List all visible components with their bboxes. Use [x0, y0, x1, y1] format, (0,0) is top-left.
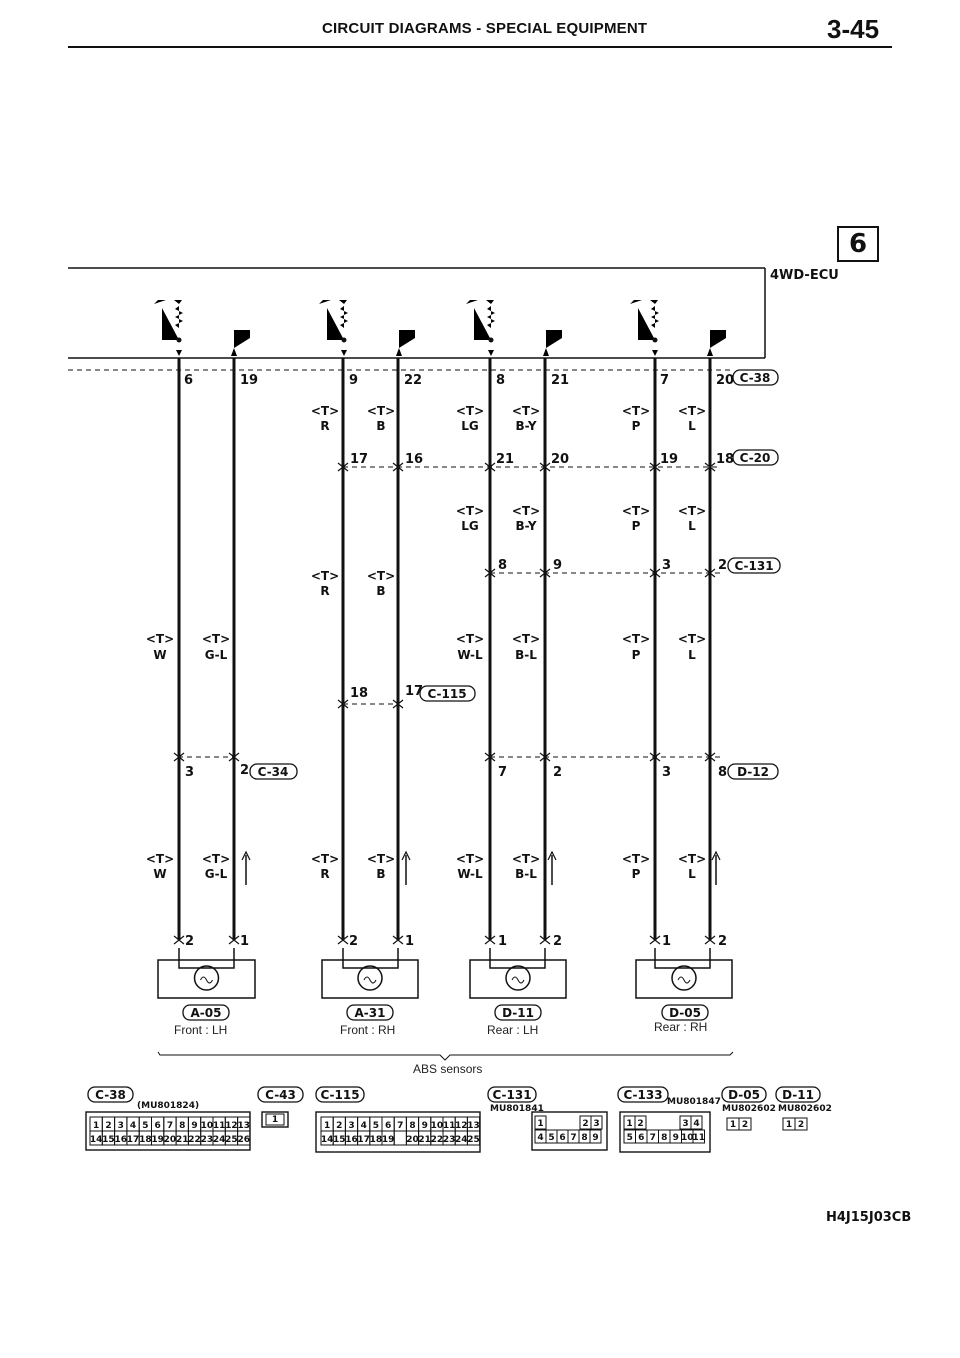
c20-pin-3: 21 [496, 452, 515, 467]
grid-label: 24 [455, 1135, 468, 1145]
grid-label: 19 [151, 1135, 164, 1145]
grid-cell [394, 1131, 406, 1145]
part-number-c131: MU801841 [490, 1104, 544, 1114]
ecu-trace [630, 300, 658, 304]
sensor-label-rear-lh: Rear : LH [487, 1023, 539, 1037]
color-r1-1: R [320, 419, 330, 433]
grid-label: 4 [129, 1121, 137, 1131]
tag-r2-4: <T> [677, 504, 707, 518]
tag-r5-2: <T> [201, 852, 231, 866]
ecu-pin-3: 9 [349, 373, 359, 388]
grid-label: 15 [333, 1135, 346, 1145]
pill-c115: C-115 [427, 687, 467, 701]
grid-label: 26 [237, 1135, 251, 1145]
color-r1-6: L [688, 419, 696, 433]
tag-r4-2: <T> [201, 632, 231, 646]
sensor-label-front-lh: Front : LH [174, 1023, 228, 1037]
grid-label: 7 [649, 1133, 656, 1143]
ecu-trace [327, 308, 344, 340]
sensor-pin-1: 2 [185, 934, 195, 949]
sensor-wave-icon [512, 977, 524, 983]
grid-label: 4 [693, 1119, 700, 1129]
color-r2-4: L [688, 519, 696, 533]
color-r1-2: B [376, 419, 386, 433]
ref-pill-c133 [618, 1087, 668, 1102]
grid-label: 1 [323, 1121, 331, 1131]
ref-pill-c115 [316, 1087, 364, 1102]
c131-pin-4: 2 [718, 558, 728, 573]
sensor-coil-icon [672, 966, 696, 990]
ecu-trace [474, 308, 491, 340]
tag-r4-3: <T> [455, 632, 485, 646]
ground-icon [722, 340, 730, 343]
c131-grid-c [535, 1130, 601, 1143]
grid-label: 24 [212, 1135, 226, 1145]
pill-c34: C-34 [257, 765, 289, 779]
c131-pin-2: 9 [553, 558, 563, 573]
c115-pin-1: 18 [350, 686, 369, 701]
sensor-coil-icon [358, 966, 382, 990]
tag-r2-2: <T> [511, 504, 541, 518]
color-r5-8: L [688, 867, 696, 881]
c131-pin-3: 3 [662, 558, 672, 573]
grid-label: 3 [348, 1121, 355, 1131]
grid-label: 13 [467, 1121, 480, 1131]
grid-label: 23 [442, 1135, 456, 1145]
c115-grid [321, 1117, 480, 1145]
ecu-trace [319, 300, 347, 304]
d12-pin-2: 2 [553, 765, 563, 780]
grid-label: 6 [154, 1121, 161, 1131]
d11-grid [783, 1118, 807, 1130]
grid-label: 19 [381, 1135, 395, 1145]
sensor-pin-2: 1 [240, 934, 250, 949]
node-dot [653, 338, 658, 343]
color-r3-1: R [320, 584, 330, 598]
grid-label: 22 [188, 1135, 201, 1145]
sensor-lead [655, 948, 710, 968]
arrow-up-icon [231, 348, 237, 356]
sensor-label-rear-rh: Rear : RH [654, 1020, 708, 1034]
ecu-trace [234, 330, 250, 348]
grid-label: 2 [582, 1119, 589, 1129]
grid-label: 5 [142, 1121, 149, 1131]
tag-r4-1: <T> [145, 632, 175, 646]
grid-label: 9 [592, 1133, 599, 1143]
grid-label: 21 [175, 1135, 189, 1145]
color-r1-3: LG [461, 419, 479, 433]
color-r4-1: W [153, 648, 167, 662]
c133-grid-b [680, 1116, 702, 1129]
ecu-label: 4WD-ECU [770, 268, 839, 283]
grid-label: 15 [102, 1135, 115, 1145]
grid-label: 20 [163, 1135, 177, 1145]
tag-r5-5: <T> [455, 852, 485, 866]
part-number-d05: MU802602 [722, 1104, 776, 1114]
grid-label: 8 [661, 1133, 668, 1143]
tag-r2-3: <T> [621, 504, 651, 518]
wire-color-labels [146, 404, 706, 881]
color-r4-6: L [688, 648, 696, 662]
grid-label: 7 [397, 1121, 404, 1131]
part-number-c38: (MU801824) [137, 1101, 200, 1111]
ecu-circuit-group-4 [630, 300, 730, 356]
abs-sensor-symbols [158, 948, 732, 998]
color-r4-4: B-L [515, 648, 537, 662]
grid-label: 3 [682, 1119, 689, 1129]
grid-label: 1 [785, 1120, 793, 1130]
tag-r3-1: <T> [310, 569, 340, 583]
d12-pin-4: 8 [718, 765, 728, 780]
sensor-coil-icon [506, 966, 530, 990]
ecu-pin-2: 19 [240, 373, 259, 388]
tag-r1-3: <T> [455, 404, 485, 418]
c133-grid-c [624, 1130, 705, 1143]
grid-label: 13 [237, 1121, 251, 1131]
grid-label: 6 [384, 1121, 392, 1131]
ecu-internal-circuits [154, 300, 730, 356]
c20-pin-5: 19 [660, 452, 679, 467]
c34-pin-2: 2 [240, 763, 250, 778]
grid-label: 4 [537, 1133, 544, 1143]
abs-sensor-1 [158, 948, 255, 998]
abs-sensors-label: ABS sensors [413, 1062, 483, 1076]
sensor-lead [179, 948, 234, 968]
grid-label: 18 [139, 1135, 152, 1145]
ecu-pin-5: 8 [496, 373, 506, 388]
pill-text: C-131 [492, 1088, 532, 1102]
c20-pin-6: 18 [716, 452, 735, 467]
tag-r1-4: <T> [511, 404, 541, 418]
color-r5-6: B-L [515, 867, 537, 881]
ecu-trace [546, 330, 562, 348]
node-dot [489, 338, 494, 343]
color-r5-4: B [376, 867, 386, 881]
pill-text: C-133 [623, 1088, 663, 1102]
sensor-lead [490, 948, 545, 968]
pill-c131: C-131 [734, 559, 774, 573]
grid-label: 9 [672, 1133, 679, 1143]
part-number-c133: MU801847 [667, 1097, 721, 1107]
c20-pin-2: 16 [405, 452, 424, 467]
ecu-pin-4: 22 [404, 373, 423, 388]
c34-pin-1: 3 [185, 765, 195, 780]
ref-pill-d05 [722, 1087, 766, 1102]
c20-pin-4: 20 [551, 452, 570, 467]
grid-label: 6 [638, 1133, 645, 1143]
grid-label: 3 [117, 1121, 124, 1131]
grid-label: 12 [455, 1121, 468, 1131]
pill-text: C-43 [265, 1088, 296, 1102]
grid-label: 18 [369, 1135, 383, 1145]
tag-r4-6: <T> [677, 632, 707, 646]
grid-label: 8 [179, 1121, 186, 1131]
grid-label: 9 [421, 1121, 428, 1131]
grid-label: 14 [320, 1135, 334, 1145]
abs-sensor-2 [322, 948, 418, 998]
color-r5-1: W [153, 867, 167, 881]
page-number: 3-45 [827, 14, 880, 44]
arrow-up-icon [543, 348, 549, 356]
ecu-pin-1: 6 [184, 373, 194, 388]
grid-label: 20 [406, 1135, 419, 1145]
arrow-up-icon [707, 348, 713, 356]
pill-text: C-115 [320, 1088, 360, 1102]
sensor-coil-icon [195, 966, 219, 990]
tag-r5-7: <T> [621, 852, 651, 866]
pill-d12: D-12 [737, 765, 769, 779]
tag-r1-1: <T> [310, 404, 340, 418]
grid-label: 11 [442, 1121, 456, 1131]
grid-label: 25 [225, 1135, 238, 1145]
ref-pill-c131 [488, 1087, 536, 1102]
c131-grid-a [535, 1116, 546, 1129]
arrow-down-icon [652, 350, 658, 356]
ecu-trace [710, 330, 726, 348]
grid-label: 5 [548, 1133, 555, 1143]
sensor-pills [183, 1005, 708, 1020]
color-r2-2: B-Y [515, 519, 537, 533]
ecu-pin-6: 21 [551, 373, 570, 388]
grid-label: 2 [105, 1121, 112, 1131]
tag-r5-6: <T> [511, 852, 541, 866]
grid-label: 25 [467, 1135, 480, 1145]
grid-label: 22 [430, 1135, 444, 1145]
page-title: CIRCUIT DIAGRAMS - SPECIAL EQUIPMENT [322, 20, 648, 37]
pill-a05: A-05 [190, 1006, 222, 1020]
pill-text: D-05 [728, 1088, 760, 1102]
sensor-pin-4: 1 [405, 934, 415, 949]
grid-label: 23 [200, 1135, 214, 1145]
abs-sensors-brace [158, 1052, 733, 1060]
grid-label: 16 [114, 1135, 128, 1145]
sensor-wave-icon [364, 977, 376, 983]
pill-d05: D-05 [669, 1006, 701, 1020]
grid-label: 7 [570, 1133, 577, 1143]
part-number-d11: MU802602 [778, 1104, 832, 1114]
abs-sensor-3 [470, 948, 566, 998]
grid-label: 7 [166, 1121, 174, 1131]
grid-label: 2 [637, 1119, 644, 1129]
node-dot [342, 338, 347, 343]
arrow-up-icon [396, 348, 402, 356]
grid-label: 11 [212, 1121, 226, 1131]
grid-label: 4 [360, 1121, 367, 1131]
c131-grid-b [580, 1116, 602, 1129]
grid-label: 1 [626, 1119, 633, 1129]
grid-label: 1 [271, 1115, 279, 1125]
grid-label: 17 [126, 1135, 140, 1145]
grid-label: 6 [559, 1133, 566, 1143]
pill-text: C-38 [95, 1088, 126, 1102]
grid-label: 14 [89, 1135, 103, 1145]
tag-r1-6: <T> [677, 404, 707, 418]
ref-pill-c43 [258, 1087, 303, 1102]
ground-icon [558, 340, 566, 343]
ecu-trace [466, 300, 494, 304]
tag-r5-8: <T> [677, 852, 707, 866]
color-r3-2: B [376, 584, 386, 598]
section-number: 6 [837, 226, 879, 262]
grid-label: 8 [409, 1121, 416, 1131]
ecu-trace [162, 308, 179, 340]
pill-a31: A-31 [354, 1006, 386, 1020]
grid-label: 11 [692, 1133, 706, 1143]
pill-d11: D-11 [502, 1006, 534, 1020]
sensor-lead [343, 948, 398, 968]
ref-pill-d11 [776, 1087, 820, 1102]
tag-r4-4: <T> [511, 632, 541, 646]
grid-label: 1 [537, 1119, 544, 1129]
color-r4-5: P [631, 648, 641, 662]
sensor-pin-3: 2 [349, 934, 359, 949]
diagram-code: H4J15J03CB [826, 1210, 912, 1225]
d05-grid [727, 1118, 751, 1130]
color-r2-1: LG [461, 519, 479, 533]
color-r4-2: G-L [204, 648, 228, 662]
arrow-down-icon [341, 350, 347, 356]
grid-label: 2 [336, 1121, 343, 1131]
ecu-pin-8: 20 [716, 373, 735, 388]
c38-grid [90, 1117, 250, 1145]
ground-icon [411, 340, 419, 343]
ecu-circuit-group-3 [466, 300, 566, 356]
pill-c38: C-38 [739, 371, 771, 385]
ecu-trace [399, 330, 415, 348]
d12-pin-1: 7 [498, 765, 508, 780]
c43-grid [266, 1114, 284, 1125]
ecu-trace [638, 308, 655, 340]
ref-pill-c38 [88, 1087, 133, 1102]
pill-c20: C-20 [739, 451, 771, 465]
grid-label: 2 [741, 1120, 749, 1130]
color-r2-3: P [631, 519, 641, 533]
grid-label: 3 [593, 1119, 600, 1129]
tag-r1-2: <T> [366, 404, 396, 418]
sensor-wave-icon [678, 977, 690, 983]
color-r1-5: P [631, 419, 641, 433]
color-r5-7: P [631, 867, 641, 881]
node-dot [177, 338, 182, 343]
d12-pin-3: 3 [662, 765, 672, 780]
color-r1-4: B-Y [515, 419, 537, 433]
c131-housing [532, 1112, 607, 1150]
tag-r4-5: <T> [621, 632, 651, 646]
grid-label: 10 [200, 1121, 214, 1131]
ecu-pin-7: 7 [660, 373, 670, 388]
c133-housing [620, 1112, 710, 1152]
sensor-pin-5: 1 [498, 934, 508, 949]
ecu-circuit-group-2 [319, 300, 419, 356]
abs-sensor-4 [636, 948, 732, 998]
arrow-down-icon [488, 350, 494, 356]
grid-label: 12 [225, 1121, 238, 1131]
tag-r5-4: <T> [366, 852, 396, 866]
ground-icon [246, 340, 254, 343]
grid-label: 17 [357, 1135, 370, 1145]
tag-r2-1: <T> [455, 504, 485, 518]
grid-label: 8 [581, 1133, 588, 1143]
pill-text: D-11 [782, 1088, 814, 1102]
grid-label: 1 [729, 1120, 737, 1130]
tag-r5-3: <T> [310, 852, 340, 866]
grid-label: 21 [418, 1135, 431, 1145]
color-r5-3: R [320, 867, 330, 881]
grid-label: 1 [93, 1121, 100, 1131]
grid-label: 16 [345, 1135, 358, 1145]
grid-label: 10 [430, 1121, 444, 1131]
c20-pin-1: 17 [350, 452, 369, 467]
tag-r5-1: <T> [145, 852, 175, 866]
color-r5-5: W-L [457, 867, 483, 881]
sensor-pin-6: 2 [553, 934, 563, 949]
ecu-circuit-group-1 [154, 300, 254, 356]
sensor-pin-7: 1 [662, 934, 672, 949]
c131-pin-1: 8 [498, 558, 508, 573]
grid-label: 5 [372, 1121, 380, 1131]
arrow-down-icon [176, 350, 182, 356]
grid-label: 9 [191, 1121, 198, 1131]
color-r5-2: G-L [204, 867, 228, 881]
color-r4-3: W-L [457, 648, 483, 662]
grid-label: 5 [626, 1133, 633, 1143]
c133-grid-a [624, 1116, 646, 1129]
grid-label: 2 [797, 1120, 805, 1130]
sensor-wave-icon [201, 977, 213, 983]
sensor-pin-8: 2 [718, 934, 728, 949]
ecu-trace [154, 300, 182, 304]
ecu-box [68, 268, 765, 358]
tag-r3-2: <T> [366, 569, 396, 583]
sensor-label-front-rh: Front : RH [340, 1023, 396, 1037]
c115-pin-2: 17 [405, 684, 424, 699]
grid-label: 10 [680, 1133, 694, 1143]
tag-r1-5: <T> [621, 404, 651, 418]
